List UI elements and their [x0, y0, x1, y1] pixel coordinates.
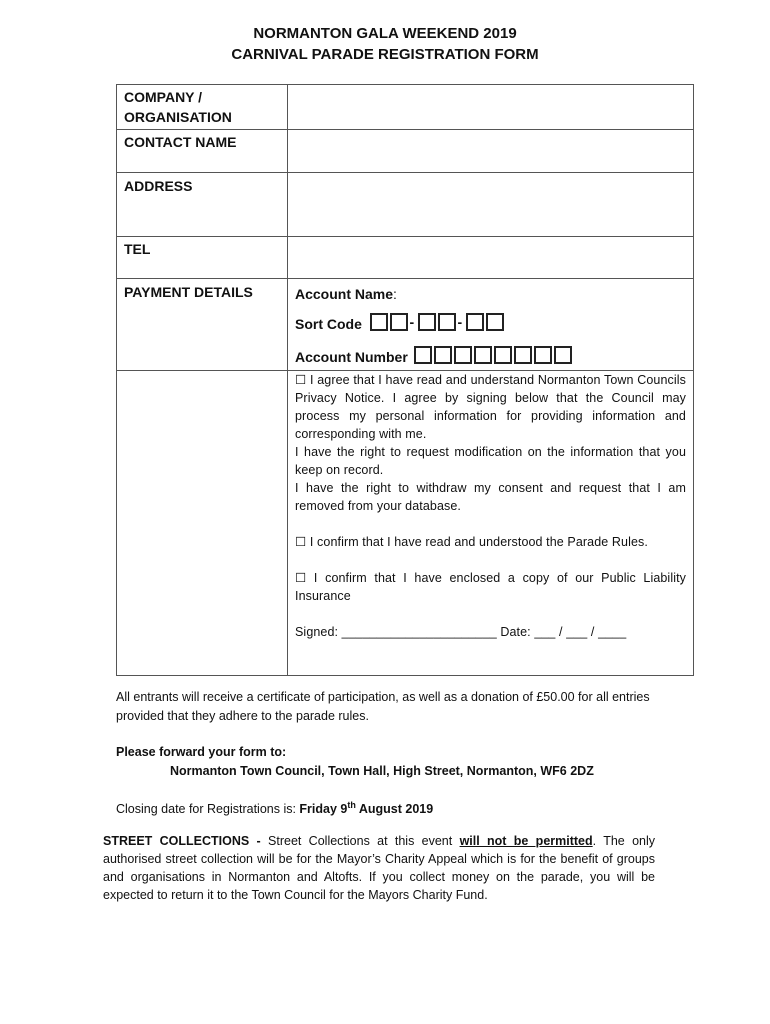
payment-details-label: PAYMENT DETAILS [117, 279, 288, 371]
form-title-line-2: CARNIVAL PARADE REGISTRATION FORM [231, 46, 539, 63]
parade-rules-consent [295, 533, 686, 551]
forward-label: Please forward your form to: [116, 745, 287, 759]
signature-date-line[interactable]: Signed: ______________________ Date: ___ / ___ / ____ [295, 625, 627, 639]
closing-date-line [116, 796, 433, 819]
account-number-row [295, 339, 686, 365]
contact-name-label: CONTACT NAME [117, 130, 288, 173]
withdraw-right-text: I have the right to withdraw my consent and request that I am removed from your database. [295, 481, 686, 513]
sort-code-dash: - [457, 314, 463, 330]
tel-label: TEL [117, 237, 288, 279]
privacy-consent-text: I agree that I have read and understand Normanton Town Councils Privacy Notice. I agree by signing below that the Council may process my personal information for providing information and corresponding with me. [295, 373, 686, 441]
modification-right-text: I have the right to request modification on the information that you keep on record. [295, 445, 686, 477]
account-name-row[interactable] [295, 282, 686, 302]
parade-rules-text: I confirm that I have read and understood the Parade Rules. [309, 535, 648, 549]
account-number-boxes[interactable] [412, 346, 572, 364]
closing-date-prefix: Closing date for Registrations is: [116, 802, 300, 817]
privacy-checkbox[interactable]: ☐ [295, 373, 307, 387]
account-number-digit-box[interactable] [534, 346, 552, 364]
account-number-digit-box[interactable] [434, 346, 452, 364]
account-number-digit-box[interactable] [514, 346, 532, 364]
account-number-digit-box[interactable] [554, 346, 572, 364]
sort-code-digit-box[interactable] [418, 313, 436, 331]
account-name-label: Account Name [295, 286, 394, 302]
sort-code-row [295, 308, 686, 332]
street-collections-text-2: . The only authorised street collection will be for the Mayor’s Charity Appeal which is for the benefit of groups and organisations in Normanton and Altofts. If you collect money on the parade, you will be expected to return it to the Town Council for the Mayors Charity Fund. [103, 834, 655, 902]
sort-code-digit-box[interactable] [390, 313, 408, 331]
tel-field[interactable] [288, 237, 694, 279]
sort-code-digit-box[interactable] [486, 313, 504, 331]
closing-date-month: August 2019 [355, 802, 434, 817]
account-number-digit-box[interactable] [474, 346, 492, 364]
account-number-label: Account Number [295, 349, 408, 365]
consent-cell [288, 371, 694, 676]
account-number-digit-box[interactable] [414, 346, 432, 364]
parade-rules-checkbox[interactable]: ☐ [295, 535, 307, 549]
closing-date-day: Friday 9 [299, 802, 348, 817]
insurance-checkbox[interactable]: ☐ [295, 571, 307, 585]
sort-code-digit-box[interactable] [466, 313, 484, 331]
company-field[interactable] [288, 85, 694, 130]
closing-date-suffix: th [347, 800, 356, 810]
council-address: Normanton Town Council, Town Hall, High Street, Normanton, WF6 2DZ [170, 764, 594, 778]
sort-code-digit-box[interactable] [370, 313, 388, 331]
account-name-colon: : [393, 286, 397, 302]
sort-code-boxes[interactable] [368, 313, 504, 331]
street-collections-text-1: Street Collections at this event [268, 834, 460, 848]
form-title-line-1: NORMANTON GALA WEEKEND 2019 [253, 25, 517, 42]
street-collections-emphasis: will not be permitted [459, 834, 593, 848]
company-label: COMPANY / ORGANISATION [117, 85, 288, 130]
entrants-note: All entrants will receive a certificate of participation, as well as a donation of £50.00 for all entries provided that they adhere to the parade rules. [116, 690, 650, 723]
insurance-consent [295, 569, 686, 605]
address-field[interactable] [288, 173, 694, 237]
account-number-digit-box[interactable] [494, 346, 512, 364]
account-number-digit-box[interactable] [454, 346, 472, 364]
registration-table [116, 84, 694, 676]
contact-name-field[interactable] [288, 130, 694, 173]
sort-code-digit-box[interactable] [438, 313, 456, 331]
street-collections-label: STREET COLLECTIONS - [103, 834, 269, 848]
privacy-consent [295, 371, 686, 443]
street-collections-note [103, 832, 655, 904]
blank-label-cell [117, 371, 288, 676]
payment-details-cell [288, 279, 694, 371]
insurance-text: I confirm that I have enclosed a copy of our Public Liability Insurance [295, 571, 686, 603]
address-label: ADDRESS [117, 173, 288, 237]
sort-code-label: Sort Code [295, 316, 362, 332]
sort-code-dash: - [409, 314, 415, 330]
